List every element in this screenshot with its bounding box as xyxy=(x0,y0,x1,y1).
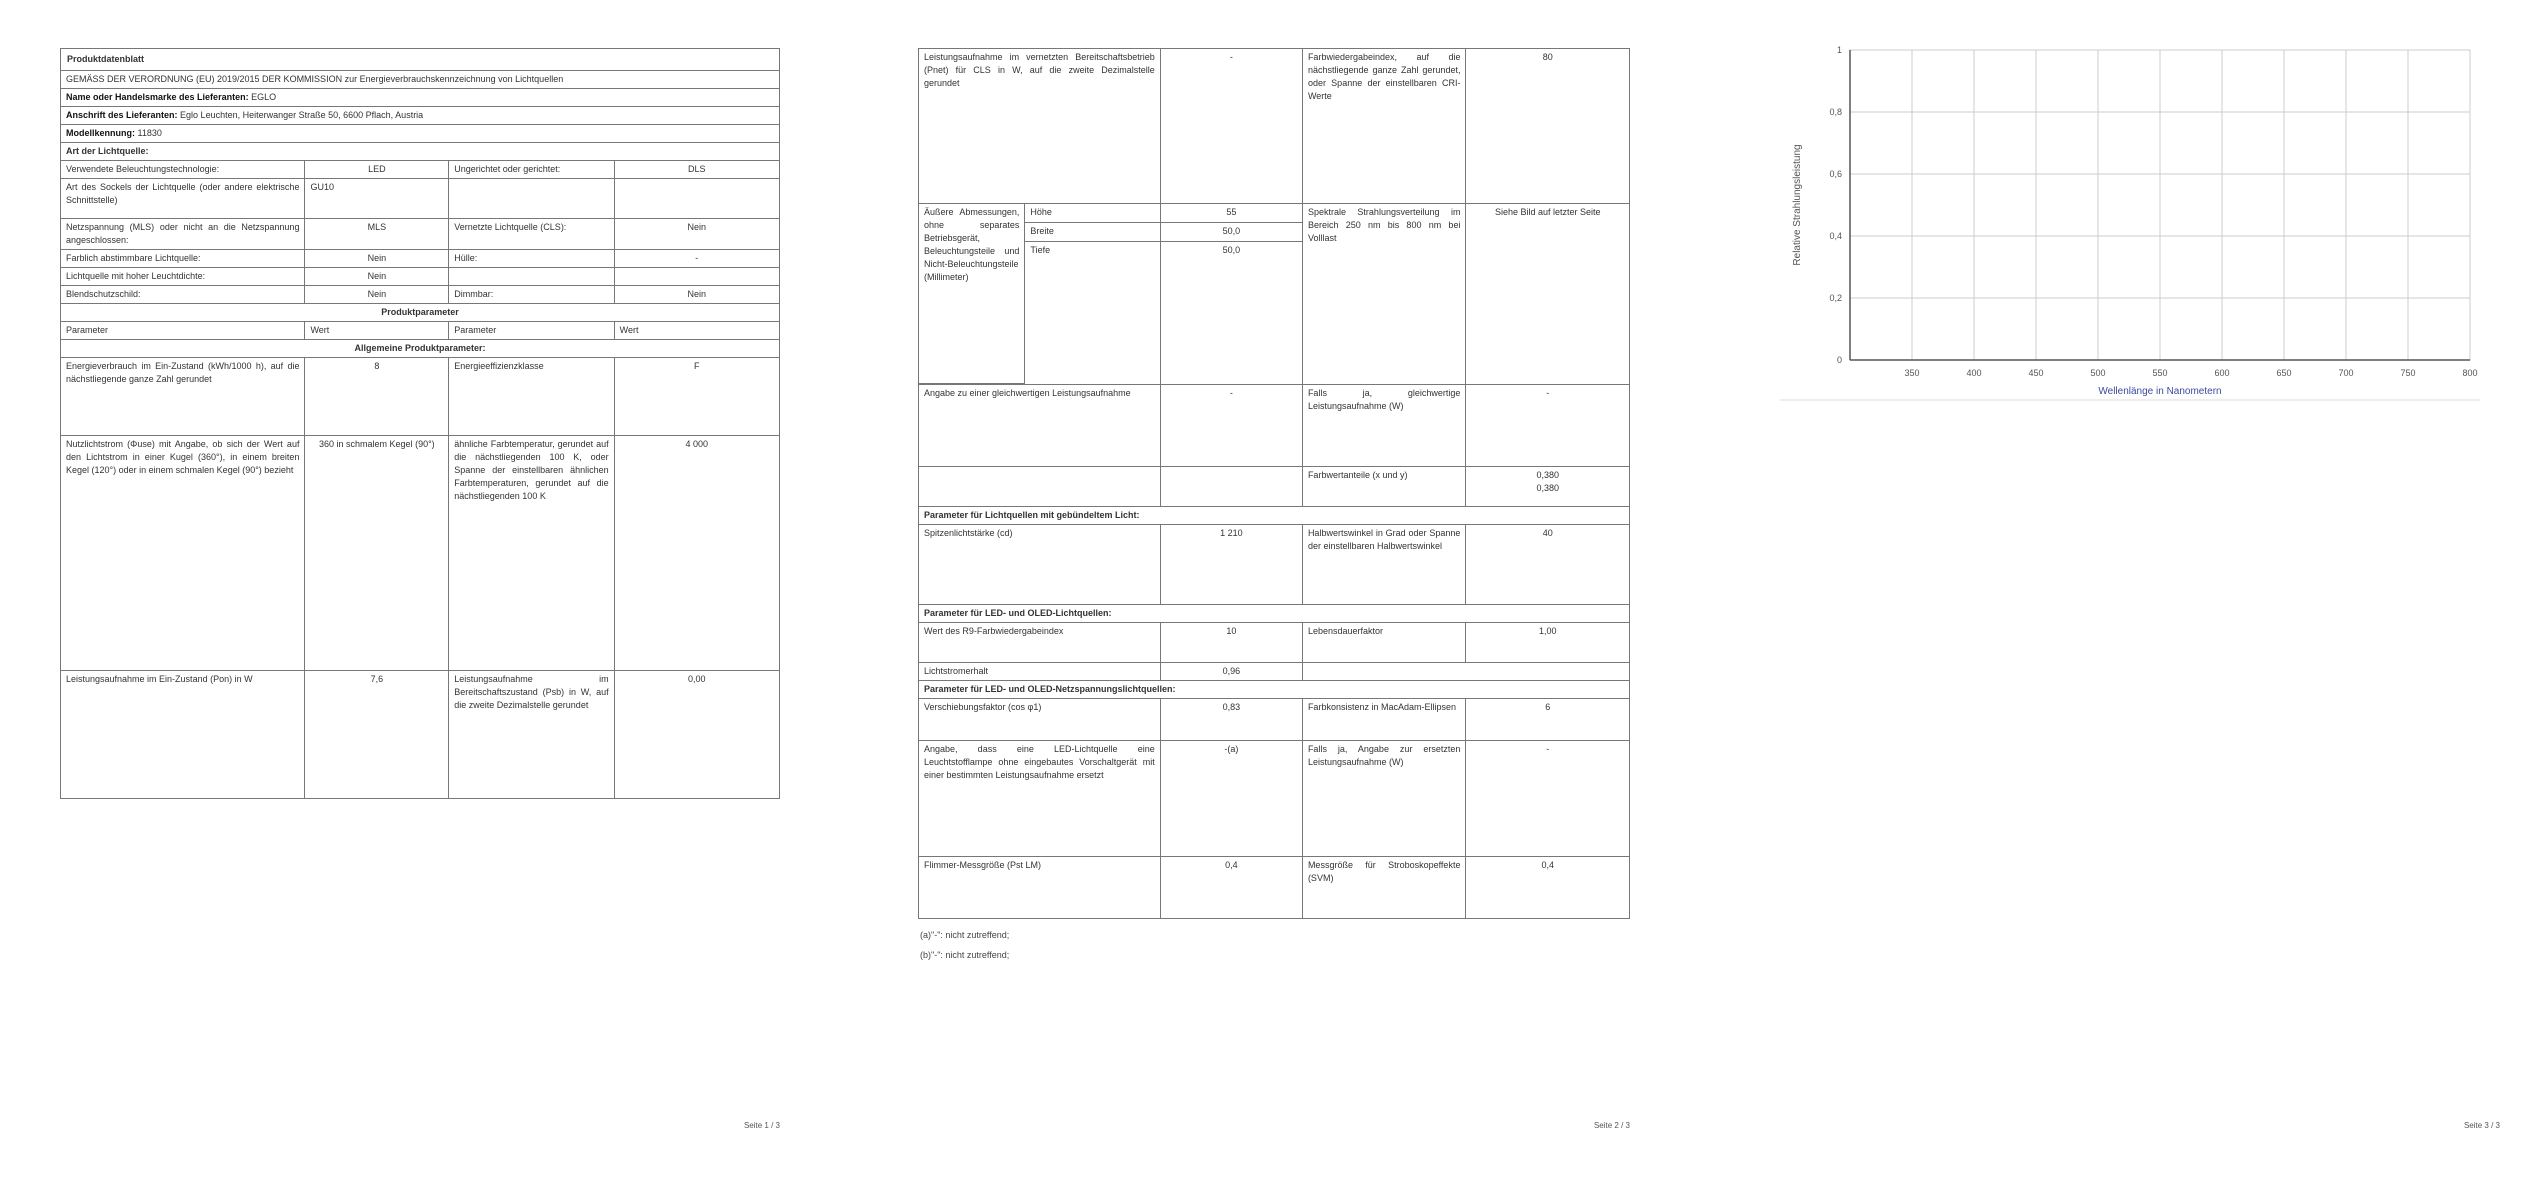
y-tick-label: 1 xyxy=(1836,45,1842,55)
cell-value: 8 xyxy=(305,358,449,436)
cell-label: Leistungsaufnahme im vernetzten Bereitschaftsbetrieb (Pnet) für CLS in W, auf die zweite Dezimalstelle gerundet xyxy=(919,49,1161,204)
cell-label: Farblich abstimmbare Lichtquelle: xyxy=(61,250,305,268)
table-row xyxy=(61,179,780,219)
cell-value: F xyxy=(614,358,779,436)
table-row xyxy=(919,623,1630,663)
cell-label: Angabe zu einer gleichwertigen Leistungsaufnahme xyxy=(919,385,1161,467)
page-title: Produktdatenblatt xyxy=(61,49,780,71)
spectral-chart xyxy=(1780,40,2480,420)
model-row xyxy=(61,125,780,143)
dim-key: Breite xyxy=(1025,223,1160,242)
cell-value: - xyxy=(614,250,779,268)
cell-value: 80 xyxy=(1466,49,1630,204)
cell-label: Vernetzte Lichtquelle (CLS): xyxy=(449,219,614,250)
page-2 xyxy=(918,0,1630,1160)
cell-value: 360 in schmalem Kegel (90°) xyxy=(305,436,449,671)
page-number: Seite 3 / 3 xyxy=(2463,1121,2500,1130)
table-row xyxy=(61,250,780,268)
table-row xyxy=(919,741,1630,857)
x-tick-label: 450 xyxy=(2028,368,2044,378)
cell-label: Energieverbrauch im Ein-Zustand (kWh/1000 h), auf die nächstliegende ganze Zahl gerundet xyxy=(61,358,305,436)
cell-value: Nein xyxy=(614,286,779,304)
cell-label: Lebensdauerfaktor xyxy=(1302,623,1466,663)
x-tick-label: 550 xyxy=(2152,368,2168,378)
footnote: (a)"-": nicht zutreffend; xyxy=(920,930,1010,940)
dims-values-cell xyxy=(1160,204,1302,385)
cell-label: ähnliche Farbtemperatur, gerundet auf die nächstliegenden 100 K, oder Spanne der einstellbaren ähnlichen Farbtemperaturen, gerundet auf die nächstliegenden 100 K xyxy=(449,436,614,671)
table-row xyxy=(61,161,780,179)
cell-label: Energieeffizienzklasse xyxy=(449,358,614,436)
column-header: Parameter xyxy=(449,322,614,340)
cell-label: Spitzenlichtstärke (cd) xyxy=(919,525,1161,605)
cell-label: Leistungsaufnahme im Ein-Zustand (Pon) in W xyxy=(61,671,305,799)
cell-label: Farbwiedergabeindex, auf die nächstliegende ganze Zahl gerundet, oder Spanne der einstellbaren CRI-Werte xyxy=(1302,49,1466,204)
cell-label: Ungerichtet oder gerichtet: xyxy=(449,161,614,179)
x-tick-label: 700 xyxy=(2338,368,2354,378)
model-value: 11830 xyxy=(137,128,162,138)
supplier-label: Name oder Handelsmarke des Lieferanten: xyxy=(66,92,249,102)
cell-label: Netzspannung (MLS) oder nicht an die Netzspannung angeschlossen: xyxy=(61,219,305,250)
cell-value: - xyxy=(1466,741,1630,857)
y-axis-label: Relative Strahlungsleistung xyxy=(1792,144,1803,266)
x-tick-label: 350 xyxy=(1904,368,1920,378)
cell-label: Falls ja, gleichwertige Leistungsaufnahme (W) xyxy=(1302,385,1466,467)
cell-label: Hülle: xyxy=(449,250,614,268)
cell-value: MLS xyxy=(305,219,449,250)
supplier-value: EGLO xyxy=(251,92,277,102)
cell-label: Verschiebungsfaktor (cos φ1) xyxy=(919,699,1161,741)
cell-value: 7,6 xyxy=(305,671,449,799)
params-header: Produktparameter xyxy=(61,304,780,322)
table-row xyxy=(919,49,1630,204)
cell-value: - xyxy=(1160,49,1302,204)
cell-value: 6 xyxy=(1466,699,1630,741)
footnotes xyxy=(918,925,1630,965)
datasheet-table-page2 xyxy=(918,48,1630,919)
cell-value: 0,4 xyxy=(1160,857,1302,919)
cell-label: Art des Sockels der Lichtquelle (oder andere elektrische Schnittstelle) xyxy=(61,179,305,219)
table-row xyxy=(61,436,780,671)
cell-value: Nein xyxy=(305,286,449,304)
cell-label: Farbwertanteile (x und y) xyxy=(1302,467,1466,507)
table-row xyxy=(61,219,780,250)
mains-header: Parameter für LED- und OLED-Netzspannungslichtquellen: xyxy=(919,681,1630,699)
cell-value: LED xyxy=(305,161,449,179)
cell-value: - xyxy=(1466,385,1630,467)
cell-value: -(a) xyxy=(1160,741,1302,857)
cell-label: Dimmbar: xyxy=(449,286,614,304)
y-tick-label: 0,4 xyxy=(1829,231,1842,241)
cell-value xyxy=(614,268,779,286)
x-tick-label: 400 xyxy=(1966,368,1982,378)
table-row xyxy=(919,525,1630,605)
cell-label: Halbwertswinkel in Grad oder Spanne der einstellbaren Halbwertswinkel xyxy=(1302,525,1466,605)
page-3 xyxy=(1760,0,2500,1160)
address-label: Anschrift des Lieferanten: xyxy=(66,110,178,120)
general-header: Allgemeine Produktparameter: xyxy=(61,340,780,358)
cell-label: Verwendete Beleuchtungstechnologie: xyxy=(61,161,305,179)
directional-header: Parameter für Lichtquellen mit gebündeltem Licht: xyxy=(919,507,1630,525)
table-row xyxy=(919,663,1630,681)
cell-value: GU10 xyxy=(305,179,449,219)
page-1 xyxy=(60,0,780,1160)
cell-value: 4 000 xyxy=(614,436,779,671)
page-number: Seite 2 / 3 xyxy=(1593,1121,1630,1130)
cell-empty xyxy=(1160,467,1302,507)
cell-label: Spektrale Strahlungsverteilung im Bereich 250 nm bis 800 nm bei Volllast xyxy=(1302,204,1466,385)
led-header: Parameter für LED- und OLED-Lichtquellen: xyxy=(919,605,1630,623)
x-tick-label: 600 xyxy=(2214,368,2230,378)
cell-value: - xyxy=(1160,385,1302,467)
datasheet-table-page1 xyxy=(60,48,780,799)
cell-value xyxy=(1466,467,1630,507)
dim-key: Tiefe xyxy=(1025,242,1160,384)
type-header: Art der Lichtquelle: xyxy=(61,143,780,161)
cell-label xyxy=(449,268,614,286)
cell-value xyxy=(614,179,779,219)
cell-value: DLS xyxy=(614,161,779,179)
x-tick-label: 800 xyxy=(2462,368,2478,378)
dims-table xyxy=(919,204,1160,384)
column-header: Wert xyxy=(305,322,449,340)
cell-label: Flimmer-Messgröße (Pst LM) xyxy=(919,857,1161,919)
cell-label: Falls ja, Angabe zur ersetzten Leistungsaufnahme (W) xyxy=(1302,741,1466,857)
cell-label: Messgröße für Stroboskopeffekte (SVM) xyxy=(1302,857,1466,919)
table-row xyxy=(919,385,1630,467)
chromaticity-x: 0,380 xyxy=(1536,470,1559,480)
address-value: Eglo Leuchten, Heiterwanger Straße 50, 6600 Pflach, Austria xyxy=(180,110,424,120)
cell-empty xyxy=(919,467,1161,507)
page-number: Seite 1 / 3 xyxy=(743,1121,780,1130)
dims-label: Äußere Abmessungen, ohne separates Betriebsgerät, Beleuchtungsteile und Nicht-Beleuchtungsteile (Millimeter) xyxy=(919,204,1025,384)
cell-value: 40 xyxy=(1466,525,1630,605)
x-tick-label: 500 xyxy=(2090,368,2106,378)
cell-value: 0,83 xyxy=(1160,699,1302,741)
table-row xyxy=(61,358,780,436)
cell-value: Nein xyxy=(305,250,449,268)
cell-value: Nein xyxy=(305,268,449,286)
x-axis-label: Wellenlänge in Nanometern xyxy=(2098,386,2222,397)
cell-label: Blendschutzschild: xyxy=(61,286,305,304)
cell-value: Siehe Bild auf letzter Seite xyxy=(1466,204,1630,385)
table-row xyxy=(919,699,1630,741)
cell-value: 10 xyxy=(1160,623,1302,663)
cell-label: Lichtstromerhalt xyxy=(919,663,1161,681)
address-row xyxy=(61,107,780,125)
cell-value: 0,4 xyxy=(1466,857,1630,919)
cell-value: 1,00 xyxy=(1466,623,1630,663)
cell-value: 0,00 xyxy=(614,671,779,799)
table-row xyxy=(919,204,1630,385)
x-tick-label: 750 xyxy=(2400,368,2416,378)
cell-label: Lichtquelle mit hoher Leuchtdichte: xyxy=(61,268,305,286)
cell-label xyxy=(449,179,614,219)
table-row xyxy=(919,467,1630,507)
cell-value: Nein xyxy=(614,219,779,250)
cell-label: Nutzlichtstrom (Φuse) mit Angabe, ob sich der Wert auf den Lichtstrom in einer Kugel (360°), in einem breiten Kegel (120°) oder in einem schmalen Kegel (90°) bezieht xyxy=(61,436,305,671)
table-row xyxy=(61,671,780,799)
y-tick-label: 0,2 xyxy=(1829,293,1842,303)
table-row xyxy=(61,286,780,304)
cell-empty xyxy=(1302,663,1629,681)
dim-value: 50,0 xyxy=(1161,223,1302,242)
dim-key: Höhe xyxy=(1025,204,1160,223)
dim-value: 50,0 xyxy=(1161,242,1302,385)
table-row xyxy=(61,268,780,286)
model-label: Modellkennung: xyxy=(66,128,135,138)
dims-cell xyxy=(919,204,1161,385)
cell-value: 0,96 xyxy=(1160,663,1302,681)
cell-value: 1 210 xyxy=(1160,525,1302,605)
cell-label: Farbkonsistenz in MacAdam-Ellipsen xyxy=(1302,699,1466,741)
y-tick-label: 0 xyxy=(1836,355,1842,365)
y-tick-label: 0,6 xyxy=(1829,169,1842,179)
x-tick-label: 650 xyxy=(2276,368,2292,378)
dims-values-table xyxy=(1161,204,1302,384)
dim-value: 55 xyxy=(1161,204,1302,223)
footnote: (b)"-": nicht zutreffend; xyxy=(920,950,1010,960)
cell-label: Wert des R9-Farbwiedergabeindex xyxy=(919,623,1161,663)
supplier-row xyxy=(61,89,780,107)
y-tick-label: 0,8 xyxy=(1829,107,1842,117)
column-header: Wert xyxy=(614,322,779,340)
param-columns-row xyxy=(61,322,780,340)
table-row xyxy=(919,857,1630,919)
cell-label: Angabe, dass eine LED-Lichtquelle eine Leuchtstofflampe ohne eingebautes Vorschaltgerät mit einer bestimmten Leistungsaufnahme ersetzt xyxy=(919,741,1161,857)
intro-text: GEMÄSS DER VERORDNUNG (EU) 2019/2015 DER KOMMISSION zur Energieverbrauchskennzeichnung von Lichtquellen xyxy=(61,71,780,89)
cell-label: Leistungsaufnahme im Bereitschaftszustand (Psb) in W, auf die zweite Dezimalstelle gerundet xyxy=(449,671,614,799)
chromaticity-y: 0,380 xyxy=(1536,483,1559,493)
column-header: Parameter xyxy=(61,322,305,340)
